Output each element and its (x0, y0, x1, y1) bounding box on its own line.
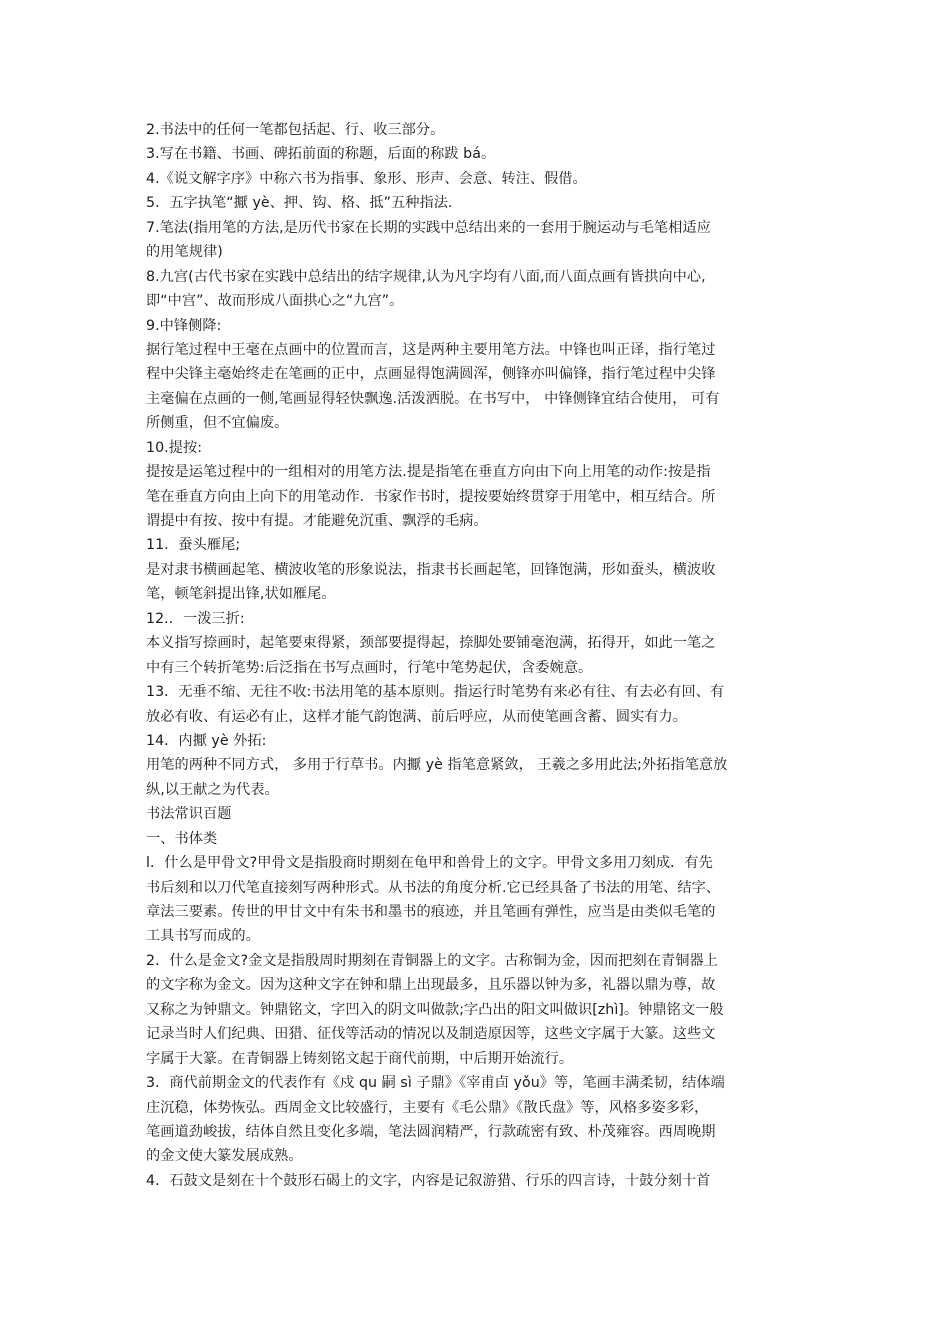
text-line: 主毫偏在点画的一侧,笔画显得轻快飘逸.活泼洒脱。在书写中， 中锋侧锋宜结合使用， 可有 (146, 390, 720, 407)
text-line: 所侧重，但不宜偏废。 (146, 415, 289, 432)
text-line: 是对隶书横画起笔、横波收笔的形象说法，指隶书长画起笔，回锋饱满，形如蚕头，横波收 (146, 561, 716, 578)
text-line: 庄沉稳，体势恢弘。西周金文比较盛行，主要有《毛公鼎》《散氏盘》等，风格多姿多彩， (146, 1099, 709, 1116)
text-line: 工具书写而成的。 (146, 928, 260, 945)
text-line: 据行笔过程中王毫在点画中的位置而言，这是两种主要用笔方法。中锋也叫正译，指行笔过 (146, 341, 716, 358)
text-line: 章法三要素。传世的甲甘文中有朱书和墨书的痕迹，并且笔画有弹性，应当是由类似毛笔的 (146, 904, 716, 920)
section-heading: 9.中锋侧降: (146, 317, 222, 334)
text-line: 笔画道劲峻拔，结体自然且变化多端，笔法圆润精严，行款疏密有致、朴茂雍容。西周晚期 (146, 1123, 716, 1140)
text-line: 的用笔规律) (146, 244, 223, 261)
text-line: 本义指写捺画时，起笔要束得紧，颈部要提得起，捺脚处要铺毫泡满，拓得开，如此一笔之 (146, 635, 716, 652)
text-line: 字属于大篆。在青铜器上铸刻铭文起于商代前期，中后期开始流行。 (146, 1050, 574, 1067)
document-title: 书法常识百题 (146, 806, 232, 823)
text-line: 纵,以王献之为代表。 (146, 781, 279, 798)
text-line: 笔，顿笔斜提出锋,状如雁尾。 (146, 586, 336, 603)
text-line: 笔在垂直方向由上向下的用笔动作．书家作书时，提按要始终贯穿于用笔中，相互结合。所 (146, 488, 716, 505)
text-line: 4.《说文解字序》中称六书为指事、象形、形声、会意、转注、假借。 (146, 170, 587, 187)
section-heading: 10.提按: (146, 439, 203, 456)
section-heading: 14．内擫 yè 外拓: (146, 732, 267, 749)
text-line: 中有三个转折笔势:后泛指在书写点画时，行笔中笔势起伏，含委婉意。 (146, 659, 593, 676)
text-line: 提按是运笔过程中的一组相对的用笔方法.提是指笔在垂直方向由下向上用笔的动作:按是指 (146, 464, 711, 481)
text-line: 2.书法中的任何一笔都包括起、行、收三部分。 (146, 122, 445, 138)
text-line: 的金文使大篆发展成熟。 (146, 1148, 303, 1165)
text-line: 即“中宫”、故而形成八面拱心之“九宫”。 (146, 293, 404, 310)
text-line: 程中尖锋主毫始终走在笔画的正中，点画显得饱满圆浑，侧锋亦叫偏锋，指行笔过程中尖锋 (146, 366, 716, 383)
text-line: 5．五字执笔“擫 yè、押、钩、格、抵”五种指法. (146, 195, 453, 212)
text-line: 的文字称为金文。因为这种文字在钟和鼎上出现最多，且乐器以钟为多，礼器以鼎为尊，故 (146, 977, 716, 994)
text-line: 4．石鼓文是刻在十个鼓形石碣上的文字，内容是记叙游猎、行乐的四言诗，十鼓分刻十首 (146, 1172, 711, 1189)
text-line: 13．无垂不缩、无往不收:书法用笔的基本原则。指运行时笔势有来必有往、有去必有回、有 (146, 684, 725, 701)
section-heading: 11．蚕头雁尾; (146, 537, 241, 554)
text-line: 3．商代前期金文的代表作有《戍 qu 嗣 sì 子鼎》《宰甫卣 yǒu》等，笔画丰满柔韧，结体端 (146, 1075, 725, 1092)
section-heading: 一、书体类 (146, 830, 218, 847)
text-line: 用笔的两种不同方式， 多用于行草书。内擫 yè 指笔意紧敛， 王羲之多用此法;外拓指笔意放 (146, 757, 728, 774)
text-line: 3.写在书籍、书画、碑拓前面的称题，后面的称跋 bá。 (146, 146, 496, 163)
text-line: 又称之为钟鼎文。钟鼎铭文，字凹入的阴文叫做款;字凸出的阳文叫做识[zhì]。钟鼎铭文一般 (146, 1001, 724, 1018)
section-heading: 12.．一泼三折: (146, 610, 245, 627)
text-line: 2．什么是金文?金文是指殷周时期刻在青铜器上的文字。古称铜为金，因而把刻在青铜器上 (146, 952, 718, 969)
text-line: l．什么是甲骨文?甲骨文是指股商时期刻在龟甲和兽骨上的文字。甲骨文多用刀刻成．有先 (146, 855, 713, 872)
text-line: 8.九宫(古代书家在实践中总结出的结字规律,认为凡字均有八面,而八面点画有皆拱向中心, (146, 268, 706, 285)
document-body (146, 118, 810, 1193)
text-line: 书后刻和以刀代笔直接刻写两种形式。从书法的角度分析.它已经具备了书法的用笔、结字、 (146, 879, 721, 896)
text-line: 7.笔法(指用笔的方法,是历代书家在长期的实践中总结出来的一套用于腕运动与毛笔相适应 (146, 219, 711, 236)
text-line: 谓提中有按、按中有提。才能避免沉重、飘浮的毛病。 (146, 513, 488, 529)
text-line: 放必有收、有运必有止，这样才能气韵饱满、前后呼应，从而使笔画含蓄、圆实有力。 (146, 708, 688, 725)
text-line: 记录当时人们纪典、田猎、征伐等活动的情况以及制造原因等，这些文字属于大篆。这些文 (146, 1026, 716, 1043)
